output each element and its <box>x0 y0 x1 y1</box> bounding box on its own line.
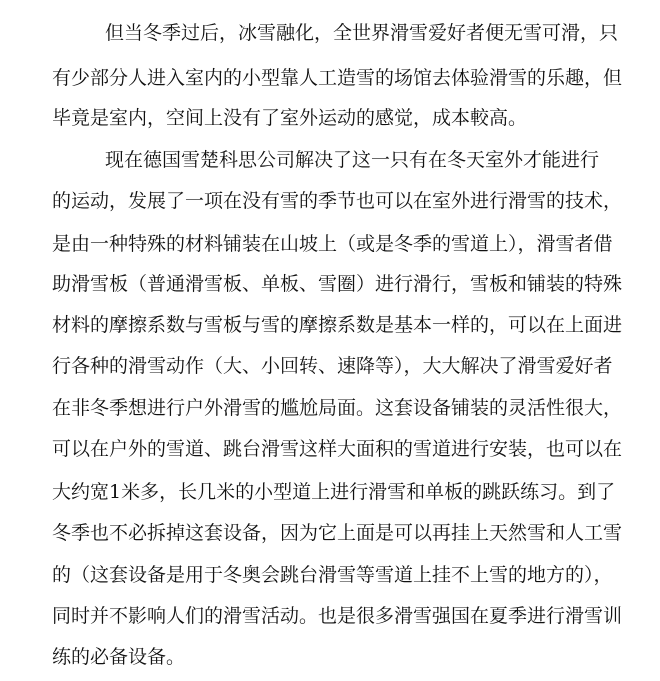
text-line: 现在德国雪楚科思公司解决了这一只有在冬天室外才能进行 <box>105 149 600 171</box>
text-line: 但当冬季过后，冰雪融化，全世界滑雪爱好者便无雪可滑，只 <box>105 22 619 44</box>
text-line: 可以在户外的雪道、跳台滑雪这样大面积的雪道进行安装，也可以在 <box>52 438 623 460</box>
text-line: 材料的摩擦系数与雪板与雪的摩擦系数是基本一样的，可以在上面进 <box>52 314 623 336</box>
text-line: 在非冬季想进行户外滑雪的尴尬局面。这套设备铺装的灵活性很大， <box>52 397 623 419</box>
text-line: 同时并不影响人们的滑雪活动。也是很多滑雪强国在夏季进行滑雪训 <box>52 605 623 627</box>
text-line: 的运动，发展了一项在没有雪的季节也可以在室外进行滑雪的技术， <box>52 190 623 212</box>
text-line: 冬季也不必拆掉这套设备，因为它上面是可以再挂上天然雪和人工雪 <box>52 522 623 544</box>
text-line: 行各种的滑雪动作（大、小回转、速降等），大大解决了滑雪爱好者 <box>52 355 613 377</box>
text-line: 大约宽1米多，长几米的小型道上进行滑雪和单板的跳跃练习。到了 <box>52 481 616 503</box>
text-line: 毕竟是室内，空间上没有了室外运动的感觉，成本較高。 <box>52 107 528 129</box>
text-line: 练的必备设备。 <box>52 646 186 668</box>
text-line: 助滑雪板（普通滑雪板、单板、雪圈）进行滑行，雪板和铺装的特殊 <box>52 273 623 295</box>
text-line: 的（这套设备是用于冬奥会跳台滑雪等雪道上挂不上雪的地方的）， <box>52 564 613 586</box>
text-line: 是由一种特殊的材料铺装在山坡上（或是冬季的雪道上），滑雪者借 <box>52 233 613 255</box>
text-line: 有少部分人进入室内的小型靠人工造雪的场馆去体验滑雪的乐趣，但 <box>52 67 623 89</box>
